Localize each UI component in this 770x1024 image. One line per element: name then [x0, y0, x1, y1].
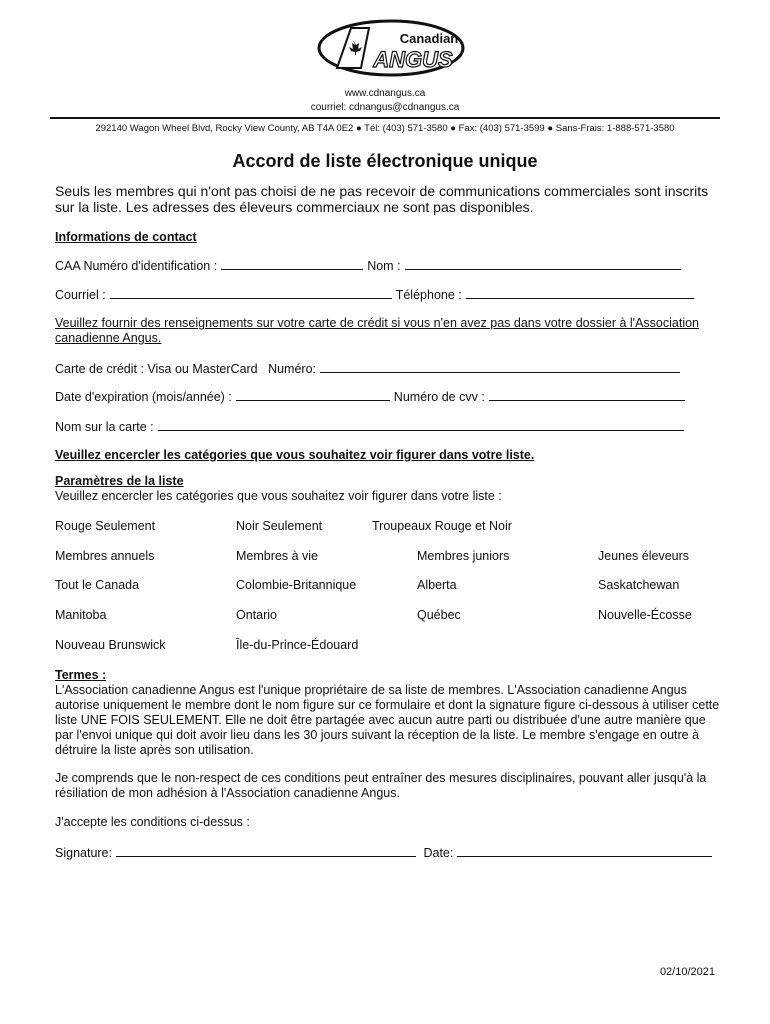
- terms-body: L'Association canadienne Angus est l'unique propriétaire de sa liste de membres. L'Association canadienne Angus autorise uniquement le membre dont le nom figure sur ce formulaire et dont la signature figure ci-dessous à utiliser cette liste UNE FOIS SEULEMENT. Elle ne doit être partagée avec aucun autre parti ou distribuée d'une autre manière que par l'envoi unique qui doit avoir lieu dans les 30 jours suivant la réception de la liste. Le membre s'engage en outre à détruire la liste après son utilisation.: [55, 683, 720, 757]
- canadian-angus-logo: [317, 18, 465, 78]
- nom-carte-field[interactable]: [158, 419, 684, 431]
- category-option[interactable]: Alberta: [417, 578, 457, 592]
- email[interactable]: courriel: cdnangus@cdnangus.ca: [310, 102, 460, 113]
- expiration-row: [55, 389, 689, 404]
- nom-carte-row: [55, 419, 688, 434]
- categories-instruction: Veuillez encercler les catégories que vous souhaitez voir figurer dans votre liste.: [55, 448, 535, 462]
- signature-field[interactable]: [116, 845, 416, 857]
- address-line: 292140 Wagon Wheel Blvd, Rocky View County, AB T4A 0E2 ● Tél: (403) 571-3580 ● Fax: (403) 571-3599 ● Sans-Frais: 1-888-571-3580: [95, 123, 675, 134]
- terms-heading: Termes :: [55, 668, 107, 682]
- cvv-field[interactable]: [489, 389, 685, 401]
- caa-id-field[interactable]: [221, 258, 363, 270]
- nom-label: Nom :: [367, 259, 401, 273]
- card-number-field[interactable]: [320, 361, 680, 373]
- page-title: Accord de liste électronique unique: [232, 151, 538, 171]
- courriel-field[interactable]: [110, 287, 392, 299]
- contact-heading: Informations de contact: [55, 230, 197, 244]
- carte-label: Carte de crédit : Visa ou MasterCard: [55, 362, 258, 376]
- category-option[interactable]: Saskatchewan: [598, 578, 680, 592]
- acknowledge-text: Je comprends que le non-respect de ces conditions peut entraîner des mesures disciplinaires, pouvant aller jusqu'à la résiliation de mon adhésion à l'Association canadienne Angus.: [55, 771, 707, 800]
- logo-angus-text: ANGUS: [373, 47, 453, 72]
- intro-text: Seuls les membres qui n'ont pas choisi de ne pas recevoir de communications commerciales sont inscrits sur la liste. Les adresses des éleveurs commerciaux ne sont pas disponibles.: [55, 183, 709, 215]
- category-option[interactable]: Nouvelle-Écosse: [598, 608, 692, 622]
- category-option[interactable]: Troupeaux Rouge et Noir: [372, 519, 512, 533]
- courriel-label: Courriel :: [55, 288, 106, 302]
- footer-date: 02/10/2021: [659, 966, 715, 978]
- category-option[interactable]: Colombie-Britannique: [236, 578, 357, 592]
- category-option[interactable]: Tout le Canada: [55, 578, 140, 592]
- nom-field[interactable]: [405, 258, 681, 270]
- category-option[interactable]: Nouveau Brunswick: [55, 638, 166, 652]
- expiration-label: Date d'expiration (mois/année) :: [55, 390, 232, 404]
- category-option[interactable]: Ontario: [236, 608, 277, 622]
- signature-label: Signature:: [55, 846, 112, 860]
- courriel-row: [55, 287, 698, 302]
- category-option[interactable]: Manitoba: [55, 608, 107, 622]
- caa-row: [55, 258, 685, 273]
- category-option[interactable]: Jeunes éleveurs: [598, 549, 690, 563]
- carte-row: [55, 361, 684, 376]
- website[interactable]: www.cdnangus.ca: [344, 88, 426, 99]
- signature-row: [55, 845, 716, 860]
- card-instruction: Veuillez fournir des renseignements sur votre carte de crédit si vous n'en avez pas dans votre dossier à l'Association canadienne Angus.: [55, 316, 699, 345]
- category-option[interactable]: Rouge Seulement: [55, 519, 156, 533]
- telephone-field[interactable]: [466, 287, 694, 299]
- date-field[interactable]: [457, 845, 712, 857]
- category-option[interactable]: Membres annuels: [55, 549, 155, 563]
- params-heading: Paramètres de la liste: [55, 474, 184, 488]
- cvv-label: Numéro de cvv :: [393, 390, 485, 404]
- category-option[interactable]: Membres à vie: [236, 549, 318, 563]
- category-option[interactable]: Noir Seulement: [236, 519, 323, 533]
- nom-carte-label: Nom sur la carte :: [55, 420, 154, 434]
- telephone-label: Téléphone :: [395, 288, 462, 302]
- category-option[interactable]: Île-du-Prince-Édouard: [236, 638, 359, 652]
- expiration-field[interactable]: [236, 389, 390, 401]
- numero-label: Numéro:: [268, 362, 316, 376]
- date-label: Date:: [423, 846, 454, 860]
- category-option[interactable]: Québec: [417, 608, 461, 622]
- logo-canadian-text: Canadian: [399, 31, 459, 46]
- caa-label: CAA Numéro d'identification :: [55, 259, 218, 273]
- accept-text: J'accepte les conditions ci-dessus :: [55, 815, 250, 829]
- header-divider: [50, 117, 720, 119]
- category-option[interactable]: Membres juniors: [417, 549, 510, 563]
- params-subtext: Veuillez encercler les catégories que vous souhaitez voir figurer dans votre liste :: [55, 489, 502, 503]
